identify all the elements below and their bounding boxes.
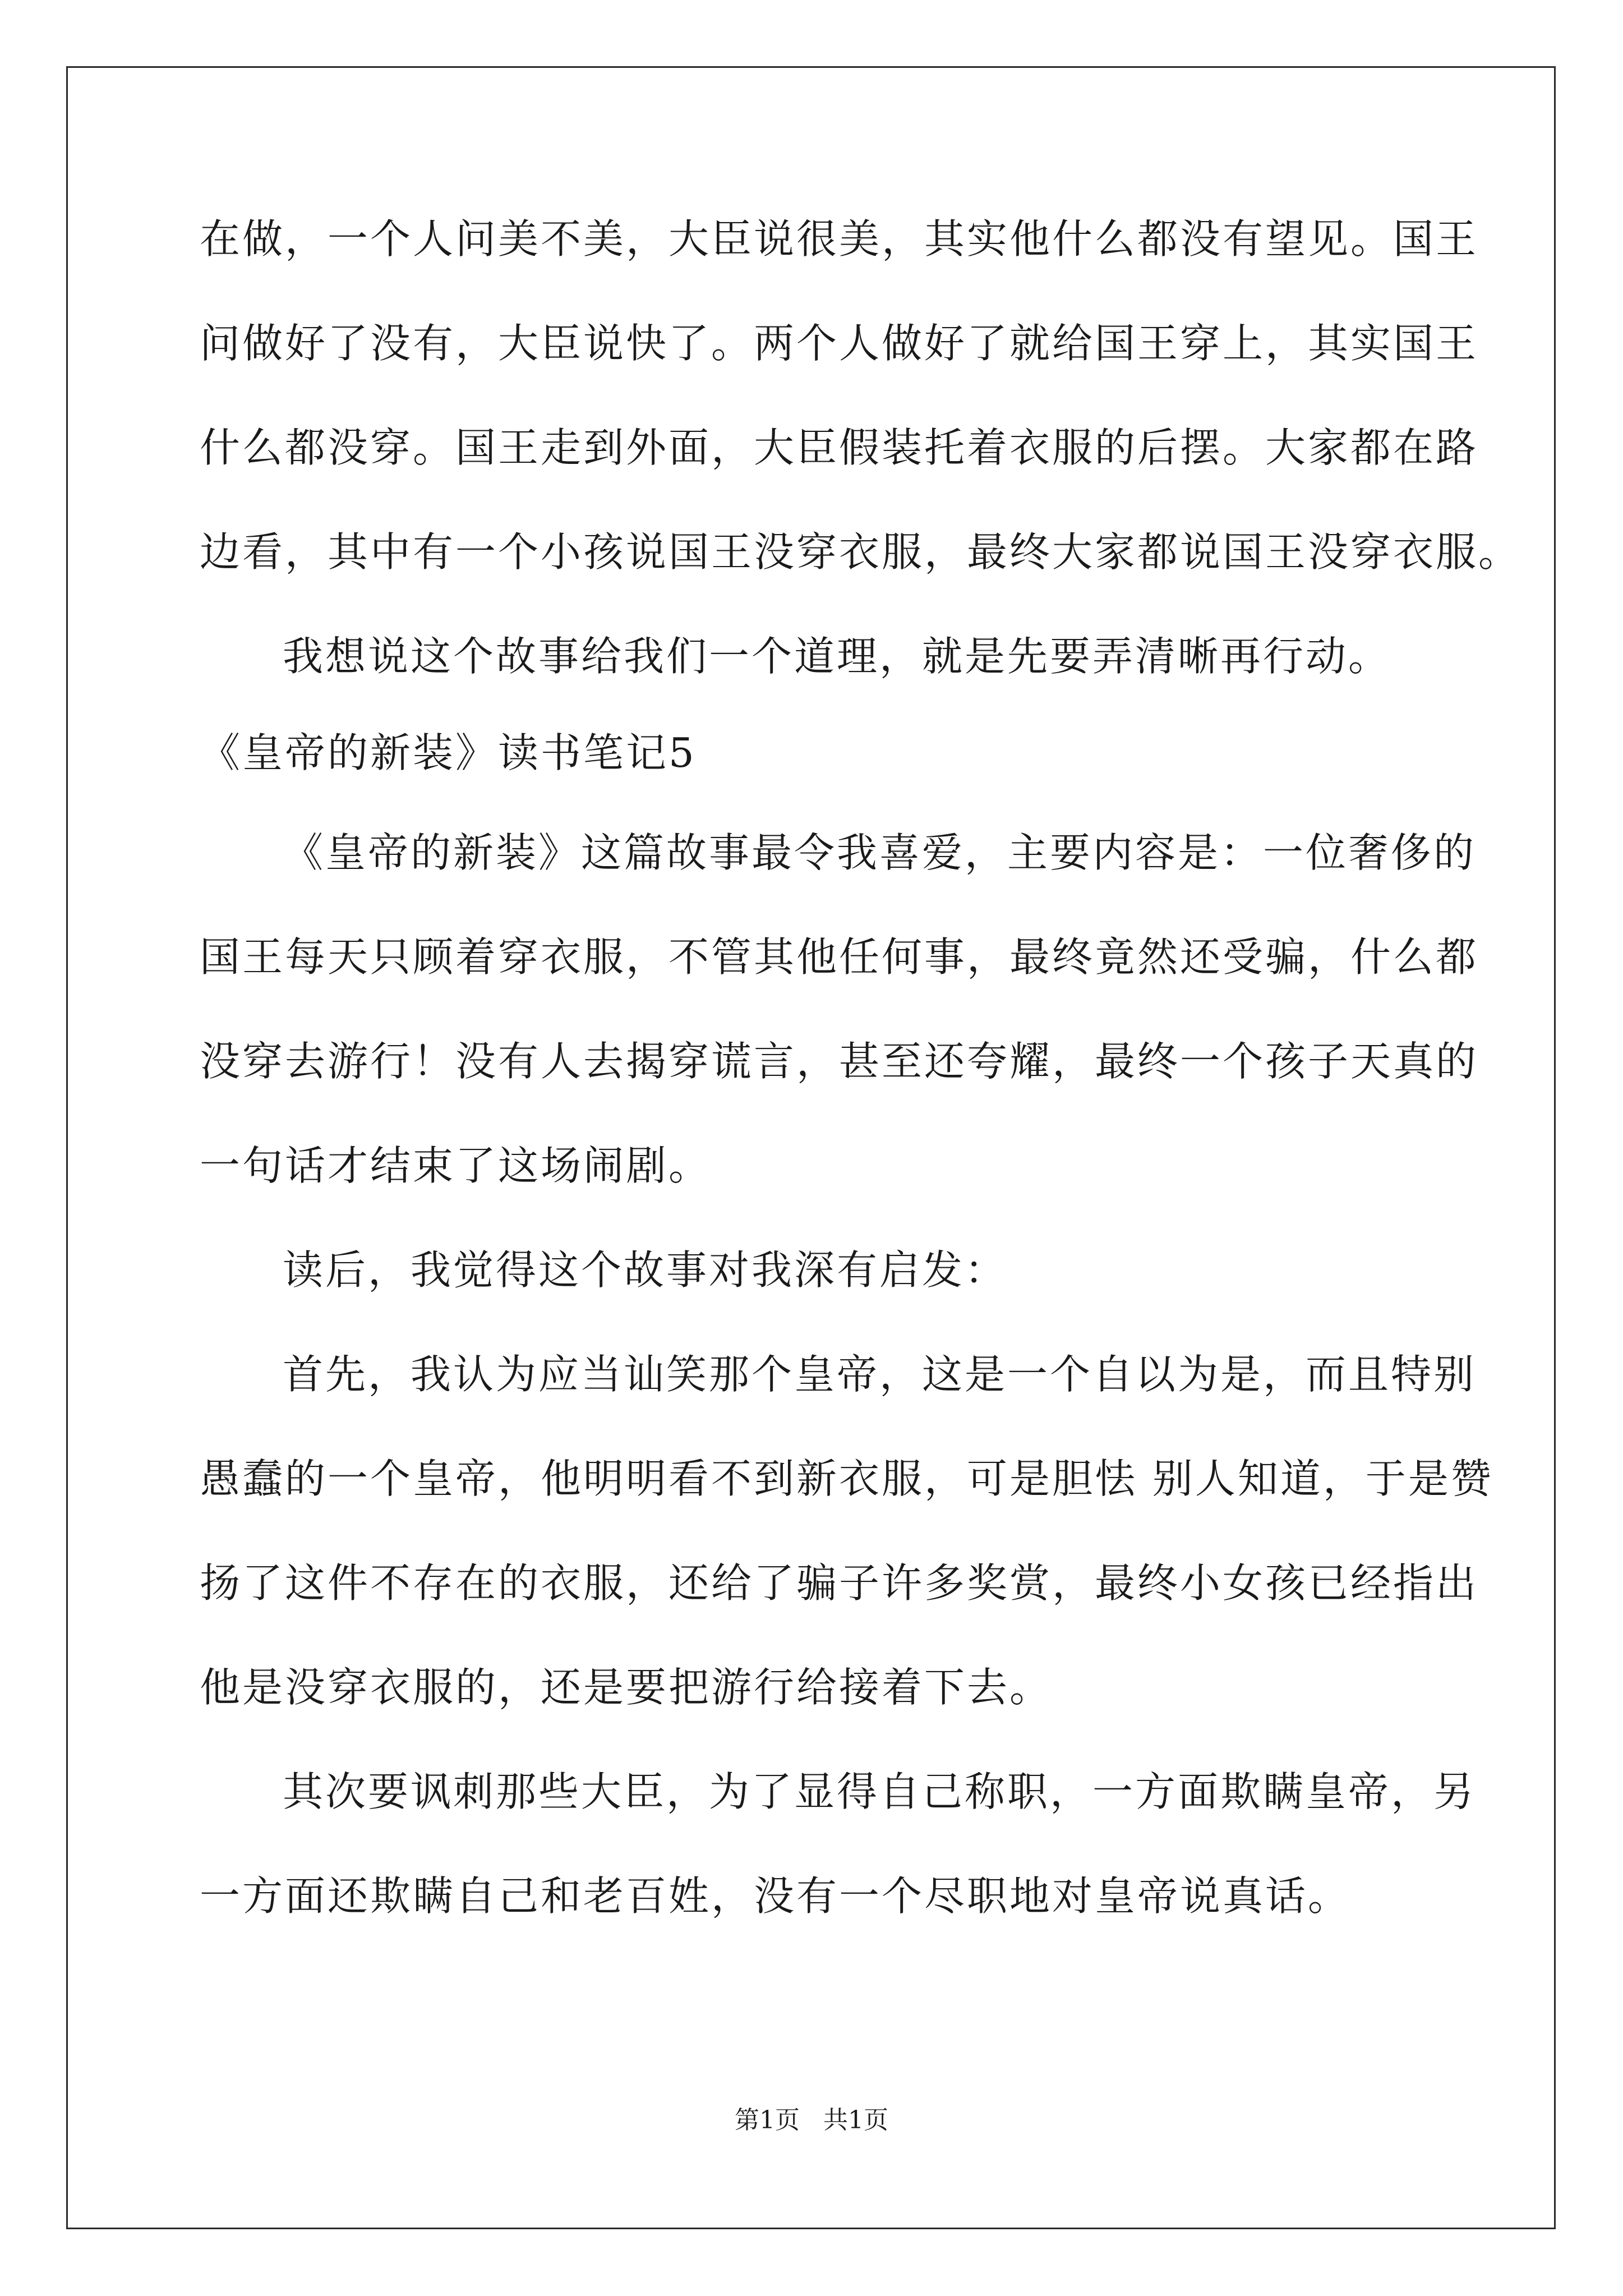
text-line: 《皇帝的新装》这篇故事最令我喜爱，主要内容是：一位奢侈的 — [283, 829, 1477, 876]
text-line: 首先，我认为应当讪笑那个皇帝，这是一个自以为是，而且特别 — [283, 1351, 1477, 1398]
text-line: 他是没穿衣服的，还是要把游行给接着下去。 — [200, 1664, 1053, 1711]
section-heading: 《皇帝的新装》读书笔记5 — [200, 729, 697, 776]
text-line: 什么都没穿。国王走到外面，大臣假装托着衣服的后摆。大家都在路 — [200, 424, 1479, 471]
text-line: 愚蠢的一个皇帝，他明明看不到新衣服，可是胆怯 别人知道，于是赞 — [200, 1455, 1493, 1502]
text-line: 边看，其中有一个小孩说国王没穿衣服，最终大家都说国王没穿衣服。 — [200, 528, 1521, 576]
text-line: 我想说这个故事给我们一个道理，就是先要弄清晰再行动。 — [283, 633, 1391, 680]
text-line: 读后，我觉得这个故事对我深有启发： — [283, 1246, 1008, 1294]
page-footer — [0, 2104, 1623, 2137]
page-number: 第1页 — [735, 2106, 800, 2134]
text-line: 在做，一个人问美不美，大臣说很美，其实他什么都没有望见。国王 — [200, 215, 1479, 263]
text-line: 其次要讽刺那些大臣，为了显得自己称职，一方面欺瞒皇帝，另 — [283, 1768, 1477, 1815]
page-total: 共1页 — [823, 2106, 888, 2134]
text-line: 问做好了没有，大臣说快了。两个人做好了就给国王穿上，其实国王 — [200, 320, 1479, 367]
text-line: 一句话才结束了这场闹剧。 — [200, 1142, 712, 1189]
text-line: 没穿去游行！没有人去揭穿谎言，甚至还夸耀，最终一个孩子天真的 — [200, 1038, 1479, 1085]
text-line: 扬了这件不存在的衣服，还给了骗子许多奖赏，最终小女孩已经指出 — [200, 1559, 1479, 1607]
text-line: 国王每天只顾着穿衣服，不管其他任何事，最终竟然还受骗，什么都 — [200, 933, 1479, 981]
text-line: 一方面还欺瞒自己和老百姓，没有一个尽职地对皇帝说真话。 — [200, 1872, 1351, 1920]
